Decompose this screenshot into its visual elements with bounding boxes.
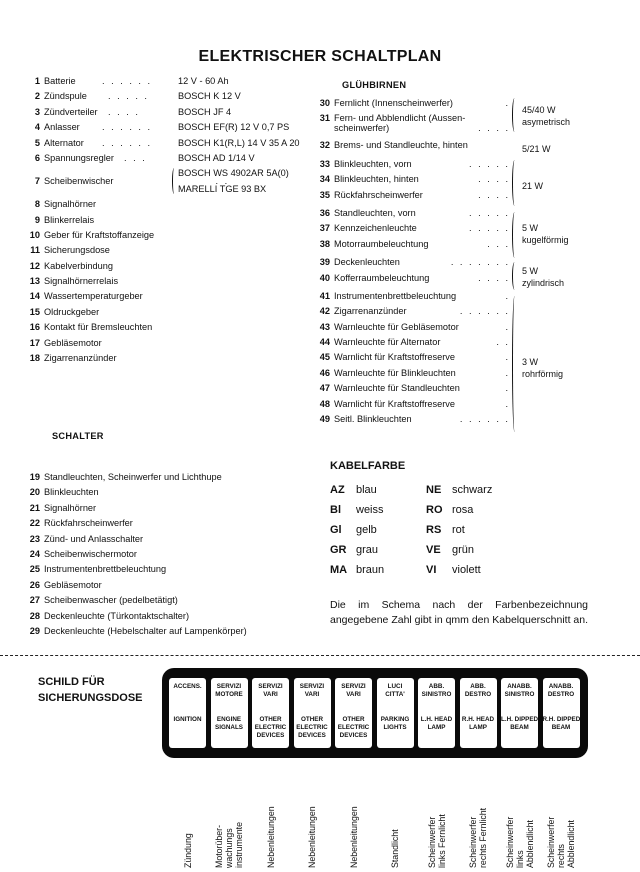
color-name: grün [452, 544, 475, 556]
switch-row [20, 578, 330, 593]
fuse-top-label: ABB. DESTRO [464, 683, 492, 698]
color-row [330, 564, 570, 584]
leader-dots: . . . . . . [102, 122, 153, 133]
fuse-slot [543, 678, 580, 748]
item-label: Kabelverbindung [44, 260, 113, 271]
item-value: BOSCH EF(R) 12 V 0,7 PS [178, 122, 290, 133]
bulb-spec: 5/21 W [522, 144, 551, 154]
item-number: 45 [319, 352, 330, 363]
bulb-spec: 21 W [522, 181, 544, 191]
item-number: 3 [34, 106, 40, 117]
item-label: Rückfahrscheinwerfer [44, 518, 133, 529]
item-number: 27 [29, 595, 40, 606]
component-row [20, 120, 320, 135]
item-label: Signalhörner [44, 502, 97, 513]
bulb-row [310, 289, 510, 304]
fuse-slot [252, 678, 289, 748]
fuse-bottom-label: OTHER ELECTRIC DEVICES [254, 716, 287, 739]
fuse-bottom-label: ENGINE SIGNALS [215, 716, 243, 731]
item-number: 28 [29, 610, 40, 621]
divider [0, 655, 640, 656]
color-name: weiss [356, 504, 384, 516]
bulb-row [310, 221, 510, 236]
leader-dots: . . . . . [469, 223, 510, 234]
switch-row [20, 470, 330, 485]
fuse-top-label: SERVIZI VARI [299, 683, 325, 698]
item-number: 1 [34, 76, 40, 86]
item-number: 40 [319, 272, 330, 283]
leader-dots: . . . . . [469, 207, 510, 218]
color-code: MA [330, 564, 348, 576]
color-code: GR [330, 544, 347, 556]
fuse-description-text: Scheinwerfer rechts Fernlicht [468, 807, 488, 868]
item-label: Sicherungsdose [44, 245, 110, 256]
item-number: 12 [29, 260, 40, 271]
fuse-top-label: ANABB. DESTRO [547, 683, 575, 698]
fuse-description [170, 768, 206, 868]
item-label: Signalhörnerrelais [44, 276, 119, 287]
fuse-description [294, 768, 330, 868]
item-label: Gebläsemotor [44, 337, 102, 348]
bulb-row [310, 320, 510, 335]
fuse-description-text: Scheinwerfer links Fernlicht [426, 814, 447, 868]
color-pair [426, 564, 481, 576]
color-name: grau [356, 544, 379, 556]
item-label: Anlasser [44, 122, 80, 133]
item-value: 12 V - 60 Ah [178, 76, 229, 86]
fuse-top-label: SERVIZI MOTORE [215, 683, 243, 698]
fuse-description-text: Scheinwerfer rechts Abblendlicht [546, 816, 576, 868]
component-row [20, 105, 320, 120]
color-name: braun [356, 564, 385, 576]
switch-list [20, 470, 330, 639]
bulb-row [310, 255, 510, 270]
color-code: AZ [330, 484, 345, 496]
fuse-top-label: ACCENS. [173, 683, 202, 690]
switch-row [20, 501, 330, 516]
item-number: 8 [34, 199, 40, 210]
fuse-slot [418, 678, 455, 748]
bulb-row [310, 96, 510, 111]
component-row [20, 305, 320, 320]
color-pair [426, 484, 492, 496]
fuse-description [419, 768, 455, 868]
leader-dots: . . . . . [469, 158, 510, 169]
item-number: 42 [319, 306, 330, 317]
fuse-description [377, 768, 413, 868]
fuse-top-label: SERVIZI VARI [258, 683, 283, 698]
item-value: BOSCH WS 4902AR 5A(0) [178, 168, 289, 179]
color-name: violett [452, 564, 481, 576]
switch-row [20, 562, 330, 577]
leader-dots: . [505, 352, 510, 363]
bulb-row [310, 412, 510, 427]
cable-color-table [330, 484, 570, 584]
gluehbirnen-heading: GLÜHBIRNEN [342, 80, 407, 90]
component-row [20, 259, 320, 274]
item-number: 35 [319, 189, 330, 200]
item-value: BOSCH K1(R,L) 14 V 35 A 20 [178, 137, 300, 148]
component-row [20, 74, 320, 89]
leader-dots: . . . . [478, 174, 510, 185]
item-number: 2 [34, 91, 40, 102]
component-row [20, 151, 320, 166]
leader-dots: . . . . [108, 106, 140, 117]
item-number: 39 [319, 257, 330, 268]
item-value: BOSCH K 12 V [178, 91, 241, 102]
item-label: Spannungsregler [44, 152, 114, 163]
fuse-slot [211, 678, 248, 748]
item-number: 38 [319, 238, 330, 249]
schalter-heading: SCHALTER [52, 431, 104, 441]
fuse-bottom-label: R.H. DIPPED BEAM [542, 716, 581, 731]
item-number: 10 [29, 229, 40, 240]
item-number: 16 [29, 322, 40, 333]
switch-row [20, 516, 330, 531]
bulb-row [310, 335, 510, 350]
leader-dots: . [505, 321, 510, 332]
component-row [20, 213, 320, 228]
fuse-description [460, 768, 496, 868]
item-label: Scheibenwascher (pedelbetätigt) [44, 595, 178, 606]
component-list [20, 74, 320, 366]
component-row [20, 89, 320, 104]
fuse-description [502, 768, 538, 868]
item-number: 20 [29, 487, 40, 498]
bulb-row [310, 172, 510, 187]
item-number: 24 [29, 548, 40, 559]
switch-row [20, 547, 330, 562]
switch-row [20, 609, 330, 624]
item-label: Zünd- und Anlasschalter [44, 533, 144, 544]
fuse-description-text: Nebenleitungen [348, 806, 359, 868]
item-number: 46 [319, 367, 330, 378]
item-number: 14 [29, 291, 40, 302]
item-label: Blinkerrelais [44, 214, 95, 225]
item-number: 36 [319, 207, 330, 218]
item-label: Warnlicht für Kraftstoffreserve [334, 398, 456, 409]
fuse-slot [460, 678, 497, 748]
fuse-top-label: ANABB. SINISTRO [504, 683, 535, 698]
fuse-slot [294, 678, 331, 748]
bulb-row [310, 381, 510, 396]
item-label: Standleuchten, Scheinwerfer und Lichthupe [44, 472, 222, 482]
fuse-slot [335, 678, 372, 748]
item-label: Kennzeichenleuchte [334, 223, 417, 234]
item-label: Fern- und Abblendlicht (Aussen- [334, 113, 466, 124]
item-value: BOSCH AD 1/14 V [178, 152, 255, 163]
item-number: 26 [29, 579, 40, 590]
component-row [20, 243, 320, 258]
component-row [20, 136, 320, 151]
switch-row [20, 532, 330, 547]
item-label: Zündspule [44, 91, 87, 102]
bulb-spec: 3 W rohrförmig [522, 357, 564, 379]
color-name: gelb [356, 524, 377, 536]
component-row [20, 336, 320, 351]
item-number: 17 [29, 337, 40, 348]
fuse-top-label: LUCI CITTA' [385, 683, 405, 698]
fuse-bottom-label: PARKING LIGHTS [380, 716, 410, 731]
item-label: Zündverteiler [44, 106, 98, 117]
fuse-description-text: Scheinwerfer links Abblendlicht [504, 816, 535, 868]
item-number: 41 [319, 290, 330, 301]
item-number: 4 [34, 122, 40, 133]
kabelfarbe-heading: KABELFARBE [330, 460, 406, 472]
leader-dots: . [505, 367, 510, 378]
leader-dots: . . . [124, 152, 147, 163]
color-row [330, 524, 570, 544]
color-code: NE [426, 484, 442, 496]
component-row [20, 289, 320, 304]
item-label: Zigarrenanzünder [334, 306, 407, 317]
fuse-description-text: Motorüber- wachungs instrumente [214, 822, 244, 868]
item-label: Kontakt für Bremsleuchten [44, 322, 153, 333]
item-number: 30 [319, 98, 330, 108]
item-value: BOSCH JF 4 [178, 106, 232, 117]
component-row [20, 166, 320, 197]
item-number: 25 [29, 564, 40, 575]
color-code: Gl [330, 524, 342, 536]
item-label: Instrumentenbrettbeleuchtung [334, 290, 457, 301]
color-name: schwarz [452, 484, 493, 496]
component-row [20, 351, 320, 366]
bulb-row [310, 350, 510, 365]
bulb-row [310, 111, 510, 135]
item-number: 15 [29, 306, 40, 317]
item-label: Deckenleuchte (Türkontaktschalter) [44, 610, 190, 621]
component-row [20, 274, 320, 289]
item-label: Warnleuchte für Gebläsemotor [334, 321, 459, 332]
item-number: 5 [34, 137, 40, 148]
item-number: 13 [29, 276, 40, 287]
fuse-description [336, 768, 372, 868]
leader-dots: . . . [487, 238, 510, 249]
bulb-row [310, 271, 510, 286]
item-number: 33 [319, 158, 330, 169]
item-number: 34 [319, 174, 330, 185]
component-row [20, 197, 320, 212]
item-label: Scheibenwischermotor [44, 548, 137, 559]
item-number: 44 [319, 337, 330, 348]
page-title: ELEKTRISCHER SCHALTPLAN [198, 48, 442, 65]
item-label: Alternator [44, 137, 84, 148]
item-label: Blinkleuchten, vorn [334, 158, 412, 169]
item-number: 19 [29, 472, 40, 482]
item-number: 49 [319, 414, 330, 425]
item-number: 32 [319, 140, 330, 151]
color-pair [426, 504, 473, 516]
item-label: Oldruckgeber [44, 306, 100, 317]
bulb-row [310, 397, 510, 412]
item-label: Standleuchten, vorn [334, 207, 416, 218]
leader-dots: . . . . . . [459, 306, 510, 317]
leader-dots: . . [496, 337, 510, 348]
item-number: 9 [34, 214, 40, 225]
bulb-list [310, 96, 510, 427]
item-number: 22 [29, 518, 40, 529]
item-label: Blinkleuchten [44, 487, 99, 498]
item-label: Blinkleuchten, hinten [334, 174, 419, 185]
leader-dots: . [505, 383, 510, 394]
bulb-row [310, 366, 510, 381]
item-number: 18 [29, 353, 40, 364]
bulb-spec: 45/40 W asymetrisch [522, 105, 571, 127]
fuse-panel-title: SCHILD FÜR SICHERUNGSDOSE [38, 676, 143, 704]
color-code: RS [426, 524, 442, 536]
bulb-row [310, 138, 510, 153]
color-name: rot [452, 524, 465, 536]
fuse-top-label: SERVIZI VARI [341, 683, 366, 698]
item-label: Warnleuchte für Alternator [334, 337, 441, 348]
item-label: Gebläsemotor [44, 579, 102, 590]
fuse-bottom-label: OTHER ELECTRIC DEVICES [337, 716, 370, 739]
item-label: Wassertemperaturgeber [44, 291, 143, 302]
leader-dots: . . . . . . [102, 137, 153, 148]
color-code: VE [426, 544, 441, 556]
leader-dots: . [505, 398, 510, 409]
leader-dots: . [505, 290, 510, 301]
fuse-description-text: Nebenleitungen [307, 806, 317, 868]
item-label: Rückfahrscheinwerfer [334, 189, 423, 200]
bulb-spec: 5 W kugelförmig [522, 223, 569, 245]
leader-dots: . . . . . . [102, 76, 153, 86]
color-row [330, 504, 570, 524]
fuse-description [543, 768, 579, 868]
item-label: Signalhörner [44, 199, 97, 210]
switch-row [20, 485, 330, 500]
bulb-row [310, 157, 510, 172]
component-row [20, 228, 320, 243]
leader-dots: . . . . . . [459, 414, 510, 425]
fuse-bottom-label: L.H. HEAD LAMP [420, 716, 453, 731]
bulb-row [310, 304, 510, 319]
color-code: RO [426, 504, 443, 516]
item-label: Seitl. Blinkleuchten [334, 414, 412, 425]
item-label: Zigarrenanzünder [44, 353, 117, 364]
leader-dots: . . [215, 176, 230, 187]
item-number: 6 [34, 152, 40, 163]
item-number: 21 [29, 502, 40, 513]
bulb-row [310, 206, 510, 221]
item-label: Instrumentenbrettbeleuchtung [44, 564, 167, 575]
leader-dots: . [505, 98, 510, 108]
leader-dots: . . . . . [108, 91, 149, 102]
fuse-slot [501, 678, 538, 748]
leader-dots: . . . . [478, 189, 510, 200]
leader-dots: . . . . [478, 123, 510, 134]
fuse-box-diagram [162, 668, 588, 758]
item-label: Scheibenwischer [44, 176, 114, 187]
fuse-slot [169, 678, 206, 748]
bulb-row [310, 188, 510, 203]
item-number: 43 [319, 321, 330, 332]
item-label: Warnleuchte für Blinkleuchten [334, 367, 456, 378]
fuse-description-text: Zündung [182, 833, 193, 868]
leader-dots: . . . . [478, 272, 510, 283]
item-number: 29 [29, 625, 40, 636]
bulb-row [310, 237, 510, 252]
fuse-description [253, 768, 289, 868]
color-name: rosa [452, 504, 474, 516]
item-label: Deckenleuchte (Hebelschalter auf Lampenkörper) [44, 625, 247, 636]
bracket [172, 168, 176, 194]
color-row [330, 544, 570, 564]
item-number: 23 [29, 533, 40, 544]
color-row [330, 484, 570, 504]
fuse-bottom-label: OTHER ELECTRIC DEVICES [296, 716, 328, 739]
item-label: Deckenleuchten [334, 257, 400, 268]
item-label: Geber für Kraftstoffanzeige [44, 229, 155, 240]
fuse-bottom-label: IGNITION [173, 716, 202, 723]
fuse-top-label: ABB. SINISTRO [421, 683, 452, 698]
cable-note: Die im Schema nach der Farbenbezeichnung angegebene Zahl gibt in qmm den Kabelquerschnitt an. [330, 599, 589, 626]
fuse-slot [377, 678, 414, 748]
item-label: Kofferraumbeleuchtung [334, 272, 430, 283]
fuse-description-text: Standlicht [390, 829, 400, 868]
color-code: VI [426, 564, 437, 576]
item-label: Fernlicht (Innenscheinwerfer) [334, 98, 453, 108]
bulb-spec: 5 W zylindrisch [522, 266, 565, 288]
item-value: MARELLI TGE 93 BX [178, 184, 267, 195]
color-code: Bl [330, 504, 341, 516]
item-label: Brems- und Standleuchte, hinten [334, 140, 468, 151]
component-row [20, 320, 320, 335]
fuse-description-text: Nebenleitungen [265, 806, 276, 868]
item-label: scheinwerfer) [334, 123, 390, 134]
item-number: 48 [319, 398, 330, 409]
leader-dots: . . . . . . . [450, 257, 510, 268]
fuse-bottom-label: L.H. DIPPED BEAM [501, 716, 539, 731]
color-pair [426, 544, 474, 556]
switch-row [20, 593, 330, 608]
fuse-bottom-label: R.H. HEAD LAMP [461, 716, 495, 731]
item-label: Warnleuchte für Standleuchten [334, 383, 460, 394]
item-label: Warnlicht für Kraftstoffreserve [334, 352, 456, 363]
item-number: 37 [319, 223, 330, 234]
item-number: 47 [319, 383, 330, 394]
item-label: Motorraumbeleuchtung [334, 238, 429, 249]
switch-row [20, 624, 330, 639]
item-label: Batterie [44, 76, 76, 86]
item-number: 31 [319, 113, 330, 124]
color-pair [426, 524, 465, 536]
item-number: 11 [30, 245, 40, 256]
item-number: 7 [34, 176, 40, 187]
color-name: blau [356, 484, 377, 496]
fuse-description [211, 768, 247, 868]
